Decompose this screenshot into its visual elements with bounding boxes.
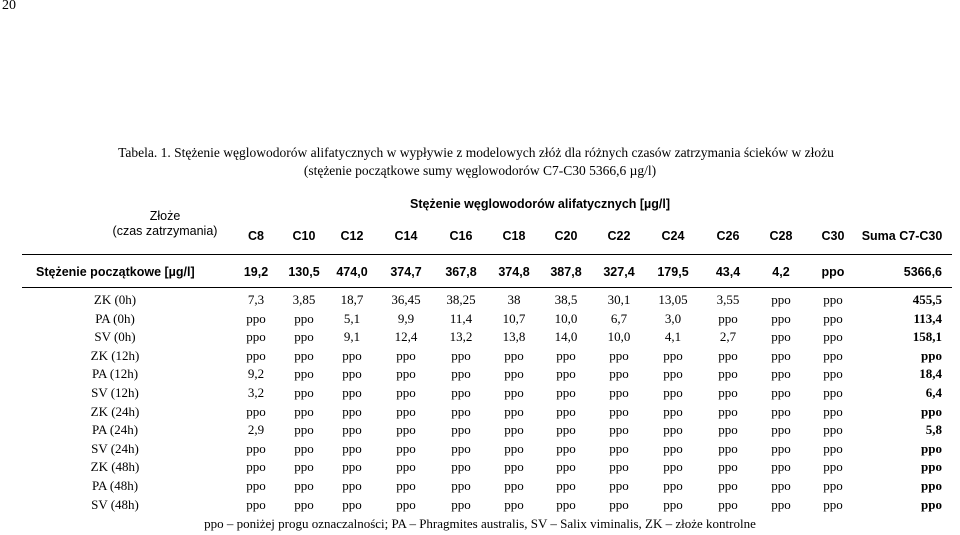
value-cell: 5,1: [343, 311, 361, 326]
total-cell: ppo: [921, 404, 942, 419]
value-cell: ppo: [718, 404, 738, 419]
value-cell: ppo: [609, 478, 629, 493]
value-cell: 13,05: [658, 292, 688, 307]
value-cell: ppo: [771, 478, 791, 493]
table-caption-subtitle: (stężenie początkowe sumy węglowodorów C7-C30 5366,6 µg/l): [303, 163, 657, 178]
value-cell: ppo: [556, 385, 576, 400]
row-label: SV (0h): [94, 329, 136, 344]
table-caption: Tabela. 1. Stężenie węglowodorów alifatycznych w wypływie z modelowych złóż dla różnych czasów zatrzymania ścieków w złożu: [118, 145, 834, 160]
initial-value-cell: 19,2: [243, 265, 269, 279]
total-cell: 113,4: [913, 311, 942, 326]
value-cell: 9,1: [343, 329, 361, 344]
row-label: SV (48h): [91, 497, 139, 512]
value-cell: ppo: [342, 478, 362, 493]
group-header: Stężenie węglowodorów alifatycznych [µg/l]: [409, 197, 671, 211]
value-cell: 3,55: [716, 292, 740, 307]
value-cell: ppo: [823, 329, 843, 344]
column-header: C18: [502, 229, 526, 243]
initial-value-cell: ppo: [821, 265, 845, 279]
value-cell: 3,0: [664, 311, 682, 326]
total-cell: ppo: [921, 459, 942, 474]
value-cell: ppo: [823, 441, 843, 456]
value-cell: ppo: [294, 441, 314, 456]
value-cell: ppo: [609, 422, 629, 437]
value-cell: 38,5: [554, 292, 578, 307]
row-label: PA (24h): [91, 422, 139, 437]
value-cell: 11,4: [449, 311, 473, 326]
value-cell: ppo: [718, 311, 738, 326]
value-cell: 10,0: [607, 329, 631, 344]
value-cell: ppo: [556, 478, 576, 493]
value-cell: ppo: [663, 404, 683, 419]
initial-value-cell: 4,2: [772, 265, 790, 279]
value-cell: ppo: [556, 348, 576, 363]
value-cell: 14,0: [554, 329, 578, 344]
row-label: PA (12h): [91, 366, 139, 381]
value-cell: ppo: [342, 366, 362, 381]
value-cell: ppo: [504, 497, 524, 512]
value-cell: 18,7: [340, 292, 364, 307]
value-cell: ppo: [556, 404, 576, 419]
value-cell: ppo: [771, 311, 791, 326]
row-label: SV (12h): [91, 385, 139, 400]
row-label: PA (48h): [91, 478, 139, 493]
value-cell: ppo: [342, 441, 362, 456]
row-label: ZK (24h): [90, 404, 140, 419]
value-cell: ppo: [609, 404, 629, 419]
value-cell: ppo: [396, 497, 416, 512]
column-header: C30: [821, 229, 845, 243]
value-cell: ppo: [294, 348, 314, 363]
total-cell: ppo: [921, 478, 942, 493]
value-cell: ppo: [823, 404, 843, 419]
value-cell: ppo: [342, 404, 362, 419]
column-header: C16: [449, 229, 473, 243]
value-cell: ppo: [294, 422, 314, 437]
value-cell: 3,85: [292, 292, 316, 307]
initial-value-cell: 367,8: [445, 265, 477, 279]
value-cell: ppo: [823, 292, 843, 307]
column-header: C24: [661, 229, 685, 243]
value-cell: ppo: [609, 366, 629, 381]
column-header: C26: [716, 229, 740, 243]
value-cell: ppo: [451, 497, 471, 512]
value-cell: ppo: [246, 348, 266, 363]
value-cell: ppo: [294, 497, 314, 512]
column-header: C8: [248, 229, 264, 243]
value-cell: ppo: [823, 348, 843, 363]
column-header: C14: [394, 229, 418, 243]
value-cell: ppo: [504, 478, 524, 493]
value-cell: ppo: [771, 329, 791, 344]
value-cell: ppo: [451, 478, 471, 493]
column-header: C20: [554, 229, 578, 243]
value-cell: 4,1: [664, 329, 682, 344]
value-cell: ppo: [823, 497, 843, 512]
value-cell: ppo: [823, 422, 843, 437]
value-cell: ppo: [451, 441, 471, 456]
total-cell: ppo: [921, 441, 942, 456]
value-cell: ppo: [663, 385, 683, 400]
value-cell: ppo: [294, 459, 314, 474]
value-cell: ppo: [771, 422, 791, 437]
value-cell: ppo: [718, 422, 738, 437]
value-cell: ppo: [771, 366, 791, 381]
value-cell: ppo: [771, 441, 791, 456]
footnote: ppo – poniżej progu oznaczalności; PA – Phragmites australis, SV – Salix viminalis, ZK – złoże kontrolne: [204, 516, 756, 531]
value-cell: ppo: [718, 385, 738, 400]
value-cell: ppo: [718, 348, 738, 363]
value-cell: ppo: [718, 366, 738, 381]
value-cell: ppo: [246, 404, 266, 419]
value-cell: ppo: [246, 459, 266, 474]
row-label: PA (0h): [95, 311, 135, 326]
value-cell: ppo: [718, 459, 738, 474]
value-cell: ppo: [609, 385, 629, 400]
total-cell: 6,4: [925, 385, 942, 400]
value-cell: ppo: [396, 348, 416, 363]
value-cell: ppo: [342, 348, 362, 363]
value-cell: ppo: [556, 366, 576, 381]
value-cell: ppo: [771, 459, 791, 474]
value-cell: ppo: [294, 478, 314, 493]
value-cell: ppo: [342, 497, 362, 512]
total-cell: 158,1: [912, 329, 942, 344]
row-label: ZK (48h): [90, 459, 140, 474]
value-cell: ppo: [718, 441, 738, 456]
header-rule: [22, 254, 952, 255]
value-cell: ppo: [504, 385, 524, 400]
value-cell: 10,7: [502, 311, 526, 326]
initial-value-cell: 374,8: [498, 265, 530, 279]
initial-value-cell: 43,4: [715, 265, 741, 279]
value-cell: ppo: [823, 478, 843, 493]
value-cell: 2,7: [719, 329, 737, 344]
value-cell: ppo: [663, 348, 683, 363]
value-cell: ppo: [718, 497, 738, 512]
initial-value-cell: 387,8: [550, 265, 582, 279]
value-cell: ppo: [823, 311, 843, 326]
row-header-line1: Złoże: [149, 209, 181, 223]
value-cell: ppo: [504, 422, 524, 437]
value-cell: ppo: [609, 441, 629, 456]
value-cell: ppo: [294, 404, 314, 419]
value-cell: ppo: [342, 422, 362, 437]
value-cell: 13,8: [502, 329, 526, 344]
value-cell: ppo: [771, 385, 791, 400]
value-cell: ppo: [771, 348, 791, 363]
value-cell: ppo: [246, 329, 266, 344]
value-cell: ppo: [451, 385, 471, 400]
value-cell: ppo: [451, 459, 471, 474]
value-cell: ppo: [556, 422, 576, 437]
value-cell: ppo: [246, 497, 266, 512]
value-cell: ppo: [451, 422, 471, 437]
value-cell: ppo: [504, 441, 524, 456]
value-cell: 3,2: [247, 385, 265, 400]
value-cell: ppo: [451, 366, 471, 381]
column-header: C28: [769, 229, 793, 243]
initial-value-cell: 179,5: [657, 265, 689, 279]
value-cell: 2,9: [247, 422, 265, 437]
value-cell: ppo: [294, 385, 314, 400]
value-cell: ppo: [556, 459, 576, 474]
total-cell: 18,4: [919, 366, 942, 381]
initial-rule: [22, 287, 952, 288]
value-cell: ppo: [663, 459, 683, 474]
value-cell: 6,7: [610, 311, 628, 326]
total-cell: ppo: [921, 348, 942, 363]
value-cell: ppo: [294, 329, 314, 344]
column-header: C12: [340, 229, 364, 243]
value-cell: ppo: [663, 497, 683, 512]
value-cell: 10,0: [554, 311, 578, 326]
initial-concentration-label: Stężenie początkowe [µg/l]: [36, 265, 195, 279]
value-cell: ppo: [823, 385, 843, 400]
value-cell: ppo: [246, 311, 266, 326]
value-cell: ppo: [396, 366, 416, 381]
column-header: C10: [292, 229, 316, 243]
total-cell: 455,5: [912, 292, 942, 307]
total-cell: 5,8: [925, 422, 942, 437]
value-cell: ppo: [451, 404, 471, 419]
value-cell: ppo: [451, 348, 471, 363]
row-header-line2: (czas zatrzymania): [112, 224, 218, 238]
value-cell: ppo: [663, 441, 683, 456]
value-cell: ppo: [294, 366, 314, 381]
value-cell: ppo: [771, 497, 791, 512]
value-cell: 9,2: [247, 366, 265, 381]
value-cell: ppo: [823, 366, 843, 381]
initial-value-cell: 374,7: [390, 265, 422, 279]
total-cell: ppo: [921, 497, 942, 512]
value-cell: ppo: [246, 441, 266, 456]
value-cell: ppo: [663, 366, 683, 381]
value-cell: ppo: [396, 385, 416, 400]
value-cell: ppo: [771, 404, 791, 419]
value-cell: ppo: [823, 459, 843, 474]
value-cell: ppo: [342, 385, 362, 400]
value-cell: ppo: [504, 459, 524, 474]
value-cell: ppo: [556, 441, 576, 456]
value-cell: ppo: [663, 422, 683, 437]
value-cell: ppo: [718, 478, 738, 493]
value-cell: 38: [507, 292, 521, 307]
column-header: Suma C7-C30: [861, 229, 943, 243]
value-cell: 12,4: [394, 329, 418, 344]
value-cell: ppo: [771, 292, 791, 307]
value-cell: ppo: [504, 404, 524, 419]
value-cell: ppo: [294, 311, 314, 326]
column-header: C22: [607, 229, 631, 243]
value-cell: 36,45: [391, 292, 421, 307]
value-cell: ppo: [663, 478, 683, 493]
value-cell: ppo: [396, 478, 416, 493]
value-cell: 38,25: [446, 292, 476, 307]
initial-value-cell: 327,4: [603, 265, 635, 279]
row-label: ZK (12h): [90, 348, 140, 363]
value-cell: ppo: [396, 459, 416, 474]
value-cell: ppo: [396, 422, 416, 437]
value-cell: 9,9: [397, 311, 415, 326]
initial-value-cell: 474,0: [336, 265, 368, 279]
value-cell: ppo: [396, 441, 416, 456]
row-label: SV (24h): [91, 441, 139, 456]
value-cell: ppo: [609, 497, 629, 512]
row-label: ZK (0h): [93, 292, 137, 307]
value-cell: ppo: [504, 348, 524, 363]
value-cell: ppo: [246, 478, 266, 493]
row-header: [110, 209, 220, 239]
initial-value-cell: 5366,6: [903, 265, 942, 279]
value-cell: 13,2: [449, 329, 473, 344]
value-cell: ppo: [556, 497, 576, 512]
value-cell: ppo: [504, 366, 524, 381]
value-cell: 7,3: [247, 292, 265, 307]
initial-value-cell: 130,5: [288, 265, 320, 279]
value-cell: ppo: [342, 459, 362, 474]
page-number: 20: [2, 0, 16, 13]
value-cell: ppo: [609, 459, 629, 474]
value-cell: 30,1: [607, 292, 631, 307]
value-cell: ppo: [396, 404, 416, 419]
value-cell: ppo: [609, 348, 629, 363]
